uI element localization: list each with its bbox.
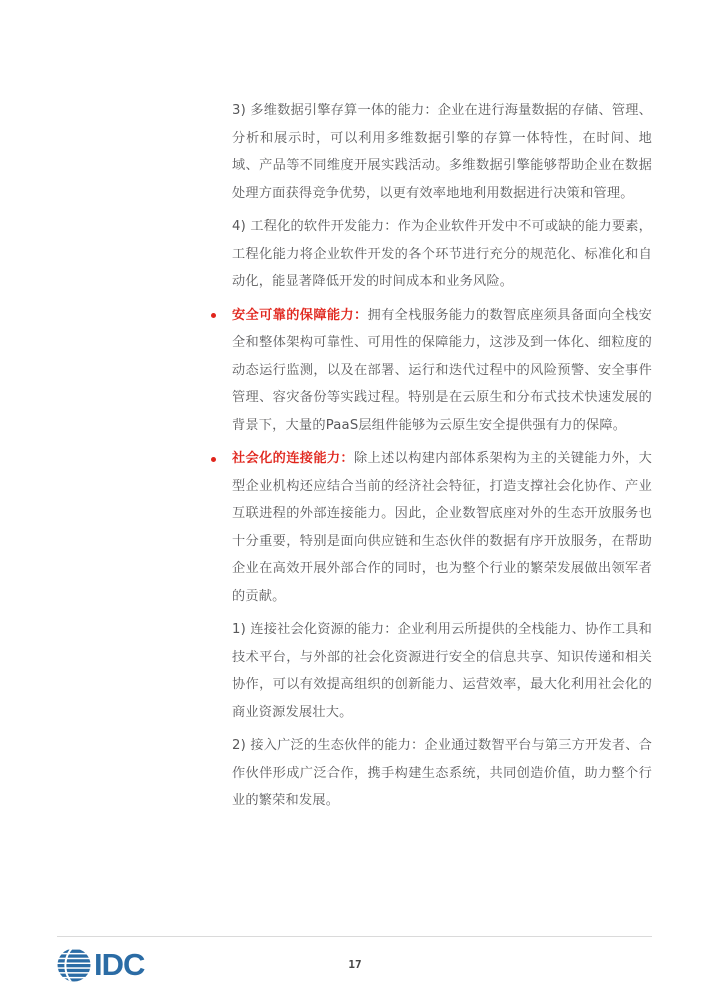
idc-logo-text: IDC [94, 947, 145, 982]
bullet-marker-icon [211, 457, 216, 462]
paragraph-1-social-resources: 1) 连接社会化资源的能力：企业利用云所提供的全栈能力、协作工具和技术平台，与外部的社会化资源进行安全的信息共享、知识传递和相关协作，可以有效提高组织的创新能力、运营效率，最大化利用社会化的商业资源发展壮大。 [232, 622, 652, 720]
bullet-item-security [232, 302, 652, 440]
bullet-heading-social-connect: 社会化的连接能力： [232, 451, 354, 466]
page-number: 17 [348, 958, 362, 971]
bullet-paragraph [232, 302, 652, 440]
bullet-heading-security: 安全可靠的保障能力： [232, 307, 368, 323]
paragraph-4-engineering-dev: 4) 工程化的软件开发能力：作为企业软件开发中不可或缺的能力要素，工程化能力将企业软件开发的各个环节进行充分的规范化、标准化和自动化，能显著降低开发的时间成本和业务风险。 [232, 219, 652, 289]
bullet-marker-icon [211, 313, 216, 318]
paragraph-2-ecosystem-partners: 2) 接入广泛的生态伙伴的能力：企业通过数智平台与第三方开发者、合作伙伴形成广泛合作，携手构建生态系统，共同创造价值，助力整个行业的繁荣和发展。 [232, 738, 652, 808]
page-content [232, 97, 652, 821]
paragraph-3-multidim-engine: 3) 多维数据引擎存算一体的能力：企业在进行海量数据的存储、管理、分析和展示时，可以利用多维数据引擎的存算一体特性，在时间、地域、产品等不同维度开展实践活动。多维数据引擎能够帮助企业在数据处理方面获得竞争优势，以更有效率地地利用数据进行决策和管理。 [232, 103, 652, 201]
footer-divider [57, 936, 652, 937]
bullet-body-social-connect: 除上述以构建内部体系架构为主的关键能力外，大型企业机构还应结合当前的经济社会特征，打造支撑社会化协作、产业互联进程的外部连接能力。因此，企业数智底座对外的生态开放服务也十分重要，特别是面向供应链和生态伙伴的数据有序开放服务，在帮助企业在高效开展外部合作的同时，也为整个行业的繁荣发展做出领军者的贡献。 [232, 451, 652, 604]
bullet-paragraph [232, 445, 652, 610]
bullet-item-social-connect [232, 445, 652, 610]
bullet-body-security: 拥有全栈服务能力的数智底座须具备面向全栈安全和整体架构可靠性、可用性的保障能力，这涉及到一体化、细粒度的动态运行监测，以及在部署、运行和迭代过程中的风险预警、安全事件管理、容灾备份等实践过程。特别是在云原生和分布式技术快速发展的背景下，大量的PaaS层组件能够为云原生安全提供强有力的保障。 [232, 307, 653, 433]
